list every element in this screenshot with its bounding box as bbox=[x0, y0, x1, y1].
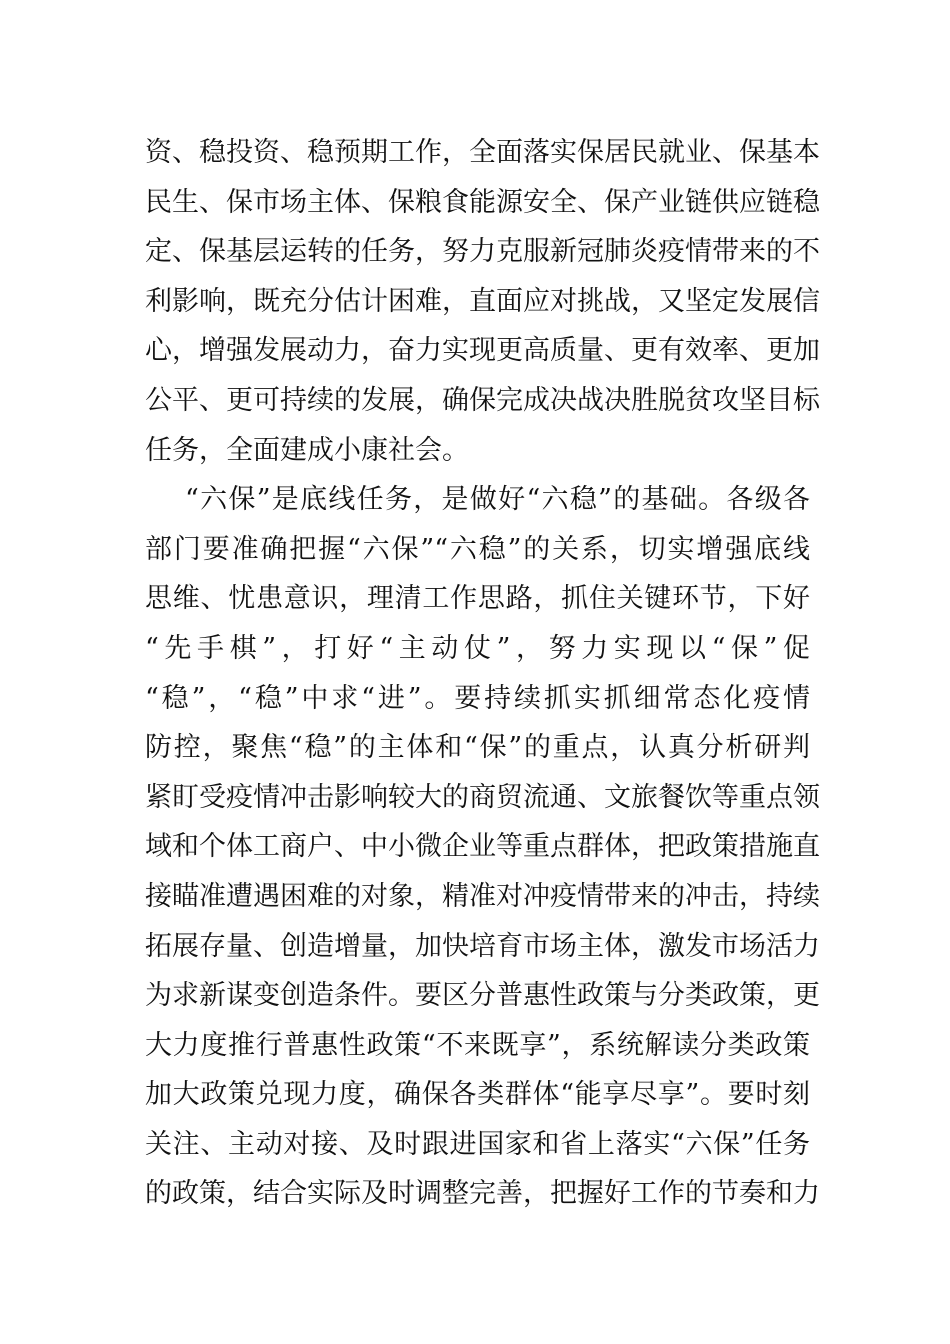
text-line: 接瞄准遭遇困难的对象，精准对冲疫情带来的冲击，持续 bbox=[145, 880, 820, 912]
text-line: “先手棋”，打好“主动仗”，努力实现以“保”促 bbox=[145, 632, 810, 664]
text-line: 加大政策兑现力度，确保各类群体“能享尽享”。要时刻 bbox=[145, 1079, 810, 1111]
text-line: 资、稳投资、稳预期工作，全面落实保居民就业、保基本 bbox=[145, 137, 820, 168]
text-line: 为求新谋变创造条件。要区分普惠性政策与分类政策，更 bbox=[145, 980, 820, 1012]
text-line: 域和个体工商户、中小微企业等重点群体，把政策措施直 bbox=[145, 831, 820, 863]
text-line: 拓展存量、创造增量，加快培育市场主体，激发市场活力 bbox=[145, 930, 820, 962]
text-line: 利影响，既充分估计困难，直面应对挑战，又坚定发展信 bbox=[145, 285, 820, 317]
text-line: 紧盯受疫情冲击影响较大的商贸流通、文旅餐饮等重点领 bbox=[145, 781, 820, 813]
text-line: 定、保基层运转的任务，努力克服新冠肺炎疫情带来的不 bbox=[145, 236, 820, 268]
text-line: 的政策，结合实际及时调整完善，把握好工作的节奏和力 bbox=[145, 1178, 820, 1210]
paragraph-2 bbox=[145, 475, 820, 1219]
text-line: 民生、保市场主体、保粮食能源安全、保产业链供应链稳 bbox=[145, 186, 820, 218]
paragraph-1 bbox=[145, 128, 820, 475]
text-line: 大力度推行普惠性政策“不来既享”，系统解读分类政策 bbox=[145, 1029, 810, 1061]
text-line: 公平、更可持续的发展，确保完成决战决胜脱贫攻坚目标 bbox=[145, 384, 820, 416]
text-line: 任务，全面建成小康社会。 bbox=[145, 434, 469, 466]
text-line: 心，增强发展动力，奋力实现更高质量、更有效率、更加 bbox=[145, 335, 820, 367]
text-line: 防控，聚焦“稳”的主体和“保”的重点，认真分析研判 bbox=[145, 732, 810, 764]
text-line: “六保”是底线任务，是做好“六稳”的基础。各级各 bbox=[185, 484, 810, 516]
text-line: 部门要准确把握“六保”“六稳”的关系，切实增强底线 bbox=[145, 533, 810, 565]
text-line: 思维、忧患意识，理清工作思路，抓住关键环节，下好 bbox=[145, 583, 810, 615]
body-text bbox=[145, 128, 820, 1219]
text-line: “稳”，“稳”中求“进”。要持续抓实抓细常态化疫情 bbox=[145, 682, 810, 714]
text-line: 关注、主动对接、及时跟进国家和省上落实“六保”任务 bbox=[145, 1128, 810, 1160]
